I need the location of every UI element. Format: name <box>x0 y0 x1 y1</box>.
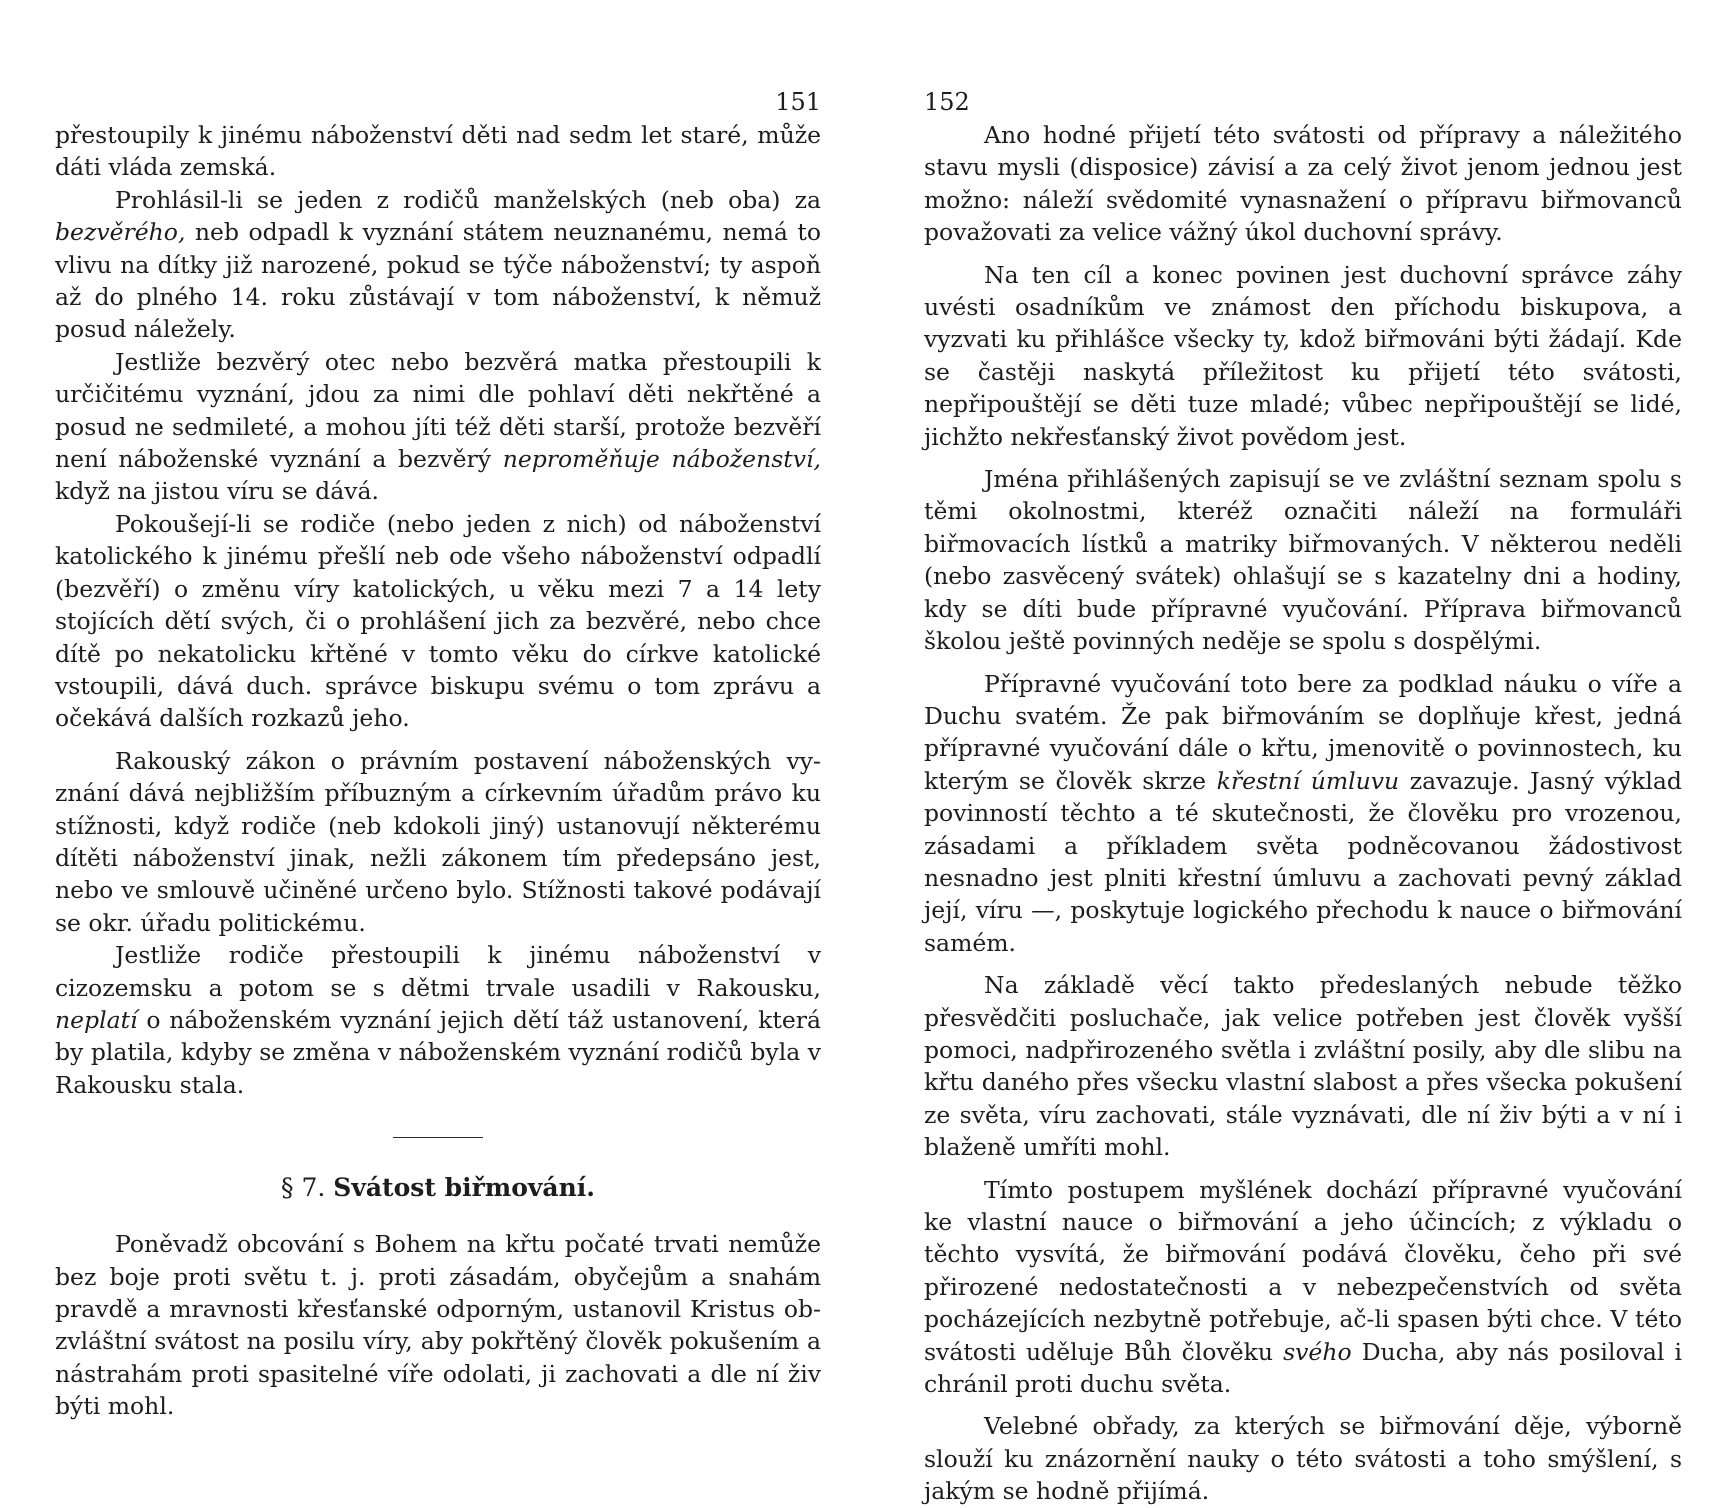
section-divider <box>393 1137 483 1138</box>
emphasis: křestní úmluvu <box>1216 766 1400 795</box>
paragraph <box>55 184 821 346</box>
section-symbol: § 7. <box>281 1173 326 1203</box>
emphasis: neproměňuje náboženství, <box>502 445 821 474</box>
paragraph: Ano hodné přijetí této svátosti od přípravy a náležitého stavu mysli (disposice) závisí a za celý život jenom jednou jest možno: náleží svědomité vynasnažení o přípravu biřmovanců považovati za velice vážný úkol duchovní správy. <box>924 121 1682 247</box>
section-title: Svátost biřmování. <box>333 1173 595 1203</box>
emphasis: svého <box>1283 1337 1352 1366</box>
emphasis: bezvěrého, <box>55 218 186 247</box>
paragraph: Jména přihlášených zapisují se ve zvláštní seznam spolu s těmi okolnostmi, kteréž označiti náleží na formuláři biřmovacích lístků a matriky biřmovaných. V některou neděli (nebo zasvěcený svátek) ohlašují se s kazatelny dni a hodiny, kdy se díti bude přípravné vyučování. Příprava biřmovanců školou ještě povinných neděje se spolu s dospělými. <box>924 465 1682 656</box>
text-run: neb odpadl k vyznání státem neuznanému, nemá to vlivu na dítky již narozené, pokud se týče náboženství; ty aspoň až do plného 14. roku zůstávají v tom náboženství, k němuž posud náležely. <box>55 218 821 344</box>
text-run: když na jistou víru se dává. <box>55 477 379 506</box>
left-page <box>0 0 866 1500</box>
page-number: 152 <box>924 88 970 116</box>
paragraph: Na ten cíl a konec povinen jest duchovní správce záhy uvésti osadníkům ve známost den příchodu biskupova, a vyzvati ku přihlášce všecky ty, kdož biřmováni býti žádají. Kde se častěji naskytá příležitost ku přijetí této svátosti, nepřipouštějí se děti tuze mladé; vůbec nepřipouštějí se lidé, jichžto nekřesťanský život povědom jest. <box>924 260 1682 451</box>
paragraph: Poněvadž obcování s Bohem na křtu počaté trvati nemůže bez boje proti světu t. j. proti zásadám, obyčejům a snahám pravdě a mravnosti křesťanské odporným, ustanovil Kristus obzvláštní svátost na posilu víry, aby pokřtěný člověk pokušením a nástrahám proti spasitelné víře odolati, ji zachovati a dle ní živ býti mohl. <box>55 1230 821 1421</box>
text-run: Prohlásil-li se jeden z rodičů manželských (neb oba) za <box>115 185 821 214</box>
section-heading <box>55 1172 821 1204</box>
emphasis: neplatí <box>55 1005 138 1034</box>
text-run: Ducha, aby nás posiloval i chránil proti duchu světa. <box>924 1337 1682 1399</box>
paragraph: Pokoušejí-li se rodiče (nebo jeden z nich) od náboženství katolického k jinému přešlí neb ode všeho náboženství odpadlí (bezvěří) o změnu víry katolických, u věku mezi 7 a 14 lety stojících dětí svých, či o prohlášení jich za bezvěré, nebo chce dítě po nekatolicku křtěné v tomto věku do církve katolické vstoupili, dává duch. správce biskupu svému o tom zprávu a očekává dalších rozkazů jeho. <box>55 509 821 733</box>
page-number: 151 <box>775 88 821 116</box>
paragraph: Na základě věcí takto předeslaných nebude těžko přesvědčiti posluchače, jak velice potřeben jest člověk vyšší pomoci, nadpřirozeného světla i zvláštní posily, aby dle slibu na křtu daného přes všecku vlastní slabost a přes všecka pokušení ze světa, víru zachovati, stále vyznávati, dle ní živ býti a v ní i blaženě umříti mohl. <box>924 971 1682 1162</box>
text-run: Přípravné vyučování toto bere za podklad náuku o víře a Duchu svatém. Že pak biřmováním se doplňuje křest, jedná přípravné vyučování dále o křtu, jmenovitě o povinnostech, ku kterým se člověk skrze <box>924 669 1682 795</box>
text-run: Jestliže rodiče přestoupili k jinému náboženství v cizozemsku a potom se s dětmi trvale usadili v Rakousku, <box>55 941 821 1002</box>
text-run: zavazuje. Jasný výklad povinností těchto a té skutečnosti, že člověku pro vrozenou, zásadami a příkladem světa podněcovanou žádostivost nesnadno jest plniti křestní úmluvu a zachovati pevný základ její, víru —, poskytuje logického přechodu k nauce o biřmování samém. <box>924 766 1682 957</box>
paragraph <box>924 668 1682 960</box>
right-page <box>866 0 1732 1506</box>
paragraph: Velebné obřady, za kterých se biřmování děje, výborně slouží ku znázornění nauky o této svátosti a toho smýšlení, s jakým se hodně přijímá. <box>924 1412 1682 1506</box>
text-run: o náboženském vyznání jejich dětí táž ustanovení, která by platila, kdyby se změna v náboženském vyznání rodičů byla v Rakousku stala. <box>55 1005 821 1099</box>
paragraph <box>55 346 821 508</box>
text-run: Tímto postupem myšlének dochází přípravné vyučování ke vlastní nauce o biřmování a jeho účincích; z výkladu o těchto vysvítá, že biřmování podává člověku, čeho při své přirozené nedostatečnosti a v nebezpečenstvích od světa pocházejících nezbytně potřebuje, ač-li spasen býti chce. V této svátosti uděluje Bůh člověku <box>924 1175 1682 1366</box>
paragraph <box>924 1174 1682 1401</box>
text-run: Jestliže bezvěrý otec nebo bezvěrá matka přestoupili k určičitému vyznání, jdou za nimi dle pohlaví děti nekřtěné a posud ne sedmileté, a mohou jíti též děti starší, protože bezvěří není náboženské vyznání a bezvěrý <box>55 347 821 474</box>
paragraph: Rakouský zákon o právním postavení náboženských vyznání dává nejbližším příbuzným a církevním úřadům právo ku stížnosti, když rodiče (neb kdokoli jiný) ustanovují některému dítěti náboženství jinak, nežli zákonem tím předepsáno jest, nebo ve smlouvě učiněné určeno bylo. Stížnosti takové podávají se okr. úřadu politickému. <box>55 746 821 937</box>
paragraph <box>55 939 821 1101</box>
paragraph: přestoupily k jinému náboženství děti nad sedm let staré, může dáti vláda zemská. <box>55 121 821 182</box>
